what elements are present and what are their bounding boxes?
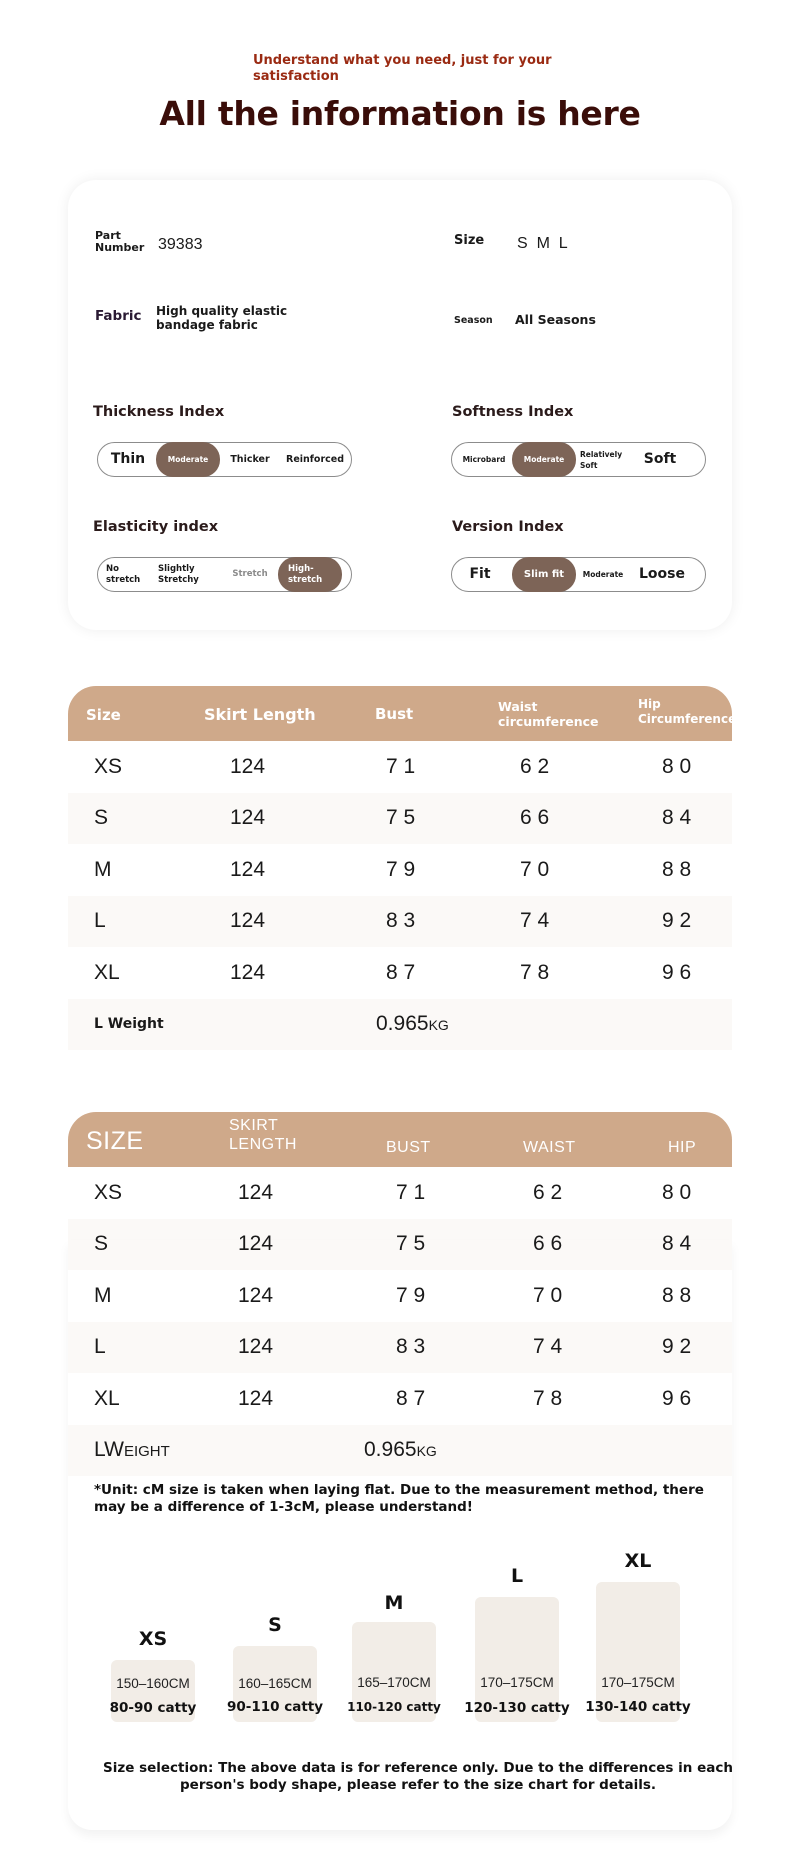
table2-cell: 7 1: [396, 1180, 426, 1204]
version-index-bar: [451, 557, 706, 592]
table2-cell: L: [94, 1335, 106, 1359]
table2-header: [68, 1112, 732, 1167]
table1-cell: 7 9: [386, 857, 416, 881]
table1-header-bust: Bust: [375, 705, 414, 723]
table2-cell: S: [94, 1232, 109, 1256]
table1-cell: 8 7: [386, 960, 416, 984]
table1-header-size: Size: [86, 706, 121, 724]
table1-cell: 9 6: [662, 960, 692, 984]
size-guide-m-letter: M: [384, 1592, 404, 1614]
table2-cell: 8 0: [662, 1180, 692, 1204]
size-label: Size: [454, 233, 485, 248]
softness-option-relatively-soft[interactable]: Relatively Soft: [580, 449, 623, 470]
size-table-1: [68, 686, 737, 1050]
elasticity-option-no-stretch[interactable]: No stretch: [106, 563, 141, 585]
size-selection-note: Size selection: The above data is for reference only. Due to the differences in each person's body shape, please refer to the size chart for details.: [103, 1760, 733, 1793]
table2-cell: 124: [238, 1283, 274, 1307]
season-label: Season: [454, 315, 493, 326]
unit-note: *Unit: cM size is taken when laying flat. Due to the measurement method, there may be a difference of 1-3cM, please understand!: [94, 1482, 704, 1515]
table1-cell: 9 2: [662, 909, 692, 933]
table2-header-size: SIZE: [86, 1127, 144, 1155]
part-number-value: 39383: [158, 236, 203, 253]
softness-index-title: Softness Index: [452, 404, 574, 420]
table2-cell: 6 2: [533, 1180, 563, 1204]
table1-cell: 124: [230, 857, 266, 881]
size-guide-m-weight: 110-120 catty: [347, 1700, 441, 1714]
version-option-fit[interactable]: Fit: [469, 566, 491, 582]
table1-cell: M: [94, 857, 112, 881]
table2-cell: 124: [238, 1180, 274, 1204]
table1-cell: 8 0: [662, 754, 692, 778]
table2-weight-unit: KG: [416, 1443, 437, 1459]
table1-cell: 8 3: [386, 909, 416, 933]
size-guide-xs-letter: XS: [138, 1628, 168, 1650]
size-guide-s-weight: 90-110 catty: [226, 1699, 324, 1715]
table2-cell: 124: [238, 1232, 274, 1256]
version-index-title: Version Index: [452, 519, 564, 535]
version-option-moderate[interactable]: Moderate: [582, 570, 624, 579]
table1-row: [68, 947, 732, 999]
table2-cell: 8 4: [662, 1232, 692, 1256]
table1-header-hip: Hip Circumference: [638, 697, 737, 726]
intro-subtitle: Understand what you need, just for your satisfaction: [253, 53, 552, 84]
table2-cell: 124: [238, 1335, 274, 1359]
table1-header-waist: Waist circumference: [498, 699, 599, 729]
table1-weight-row: [68, 999, 732, 1050]
elasticity-index-title: Elasticity index: [93, 519, 219, 535]
table2-cell: 7 0: [533, 1283, 563, 1307]
version-option-slim-fit[interactable]: Slim fit: [512, 557, 576, 592]
size-guide-xs-weight: 80-90 catty: [109, 1700, 197, 1716]
version-option-loose[interactable]: Loose: [639, 566, 685, 582]
table1-cell: S: [94, 806, 109, 830]
elasticity-index-bar: [97, 557, 352, 592]
size-guide-s-height: 160–165CM: [238, 1676, 312, 1691]
table2-header-hip: HIP: [668, 1139, 697, 1156]
table2-cell: 7 5: [396, 1232, 426, 1256]
table1-cell: 124: [230, 754, 266, 778]
table1-cell: 8 4: [662, 806, 692, 830]
table1-row: [68, 844, 732, 896]
table2-row: [68, 1219, 732, 1271]
table1-cell: 6 6: [520, 806, 550, 830]
table1-header-skirt-length: Skirt Length: [204, 705, 316, 724]
elasticity-option-slightly-stretchy[interactable]: Slightly Stretchy: [158, 563, 199, 585]
part-number-label: Part Number: [95, 229, 145, 254]
size-guide-xl-height: 170–175CM: [601, 1675, 675, 1690]
softness-index-bar: [451, 442, 706, 477]
table1-weight-number: 0.965: [376, 1012, 429, 1035]
table2-header-bust: BUST: [386, 1139, 431, 1156]
page-title: All the information is here: [159, 94, 641, 133]
table2-cell: 8 7: [396, 1386, 426, 1410]
elasticity-option-stretch[interactable]: Stretch: [232, 569, 268, 579]
table2-weight-label-small: EIGHT: [123, 1443, 170, 1460]
table1-row: [68, 741, 732, 793]
thickness-option-moderate[interactable]: Moderate: [156, 442, 220, 477]
table1-cell: 7 4: [520, 909, 550, 933]
table1-cell: 8 8: [662, 857, 692, 881]
softness-option-soft[interactable]: Soft: [643, 451, 677, 467]
thickness-option-thin[interactable]: Thin: [110, 451, 146, 467]
fabric-value: High quality elastic bandage fabric: [156, 304, 288, 332]
table2-cell: M: [94, 1283, 112, 1307]
table1-cell: 7 5: [386, 806, 416, 830]
thickness-index-title: Thickness Index: [93, 404, 225, 420]
size-guide-l-weight: 120-130 catty: [464, 1700, 570, 1716]
season-value: All Seasons: [515, 312, 596, 327]
table2-cell: 7 9: [396, 1283, 426, 1307]
table1-cell: 124: [230, 806, 266, 830]
size-guide-xs-height: 150–160CM: [116, 1676, 190, 1691]
table2-cell: 6 6: [533, 1232, 563, 1256]
table2-cell: XL: [94, 1386, 120, 1410]
table2-header-skirt-length: SKIRT LENGTH: [229, 1117, 297, 1153]
elasticity-option-high-stretch[interactable]: High-stretch: [278, 557, 342, 592]
table2-weight-number: 0.965: [364, 1438, 417, 1461]
size-guide-xl-weight: 130-140 catty: [585, 1699, 691, 1715]
table2-row: [68, 1373, 732, 1425]
softness-option-moderate[interactable]: Moderate: [512, 442, 576, 477]
table1-cell: 7 1: [386, 754, 416, 778]
softness-option-microbard[interactable]: Microbard: [462, 455, 506, 464]
table2-cell: 7 8: [533, 1386, 563, 1410]
product-info-card: [68, 180, 732, 630]
table1-cell: 7 8: [520, 960, 550, 984]
table2-weight-value: [364, 1438, 437, 1462]
table2-cell: 9 6: [662, 1386, 692, 1410]
table2-header-waist: WAIST: [523, 1139, 576, 1156]
fabric-label: Fabric: [95, 308, 142, 324]
size-guide-xl-letter: XL: [624, 1550, 652, 1572]
table1-row: [68, 896, 732, 948]
thickness-option-reinforced[interactable]: Reinforced: [286, 454, 344, 465]
table2-weight-label-big: LW: [94, 1438, 124, 1461]
table1-cell: L: [94, 909, 106, 933]
table2-weight-label: [94, 1438, 170, 1462]
table2-row: [68, 1270, 732, 1322]
size-guide-m-height: 165–170CM: [357, 1675, 431, 1690]
thickness-option-thicker[interactable]: Thicker: [230, 454, 270, 465]
table2-cell: XS: [94, 1180, 123, 1204]
table2-row: [68, 1167, 732, 1219]
table2-cell: 8 3: [396, 1335, 426, 1359]
table2-cell: 8 8: [662, 1283, 692, 1307]
table1-header: [68, 686, 737, 741]
thickness-index-bar: [97, 442, 352, 477]
table2-cell: 7 4: [533, 1335, 563, 1359]
table1-cell: 7 0: [520, 857, 550, 881]
table2-row: [68, 1322, 732, 1374]
table1-weight-unit: KG: [428, 1017, 449, 1033]
size-guide-s-letter: S: [268, 1614, 282, 1636]
table1-cell: 6 2: [520, 754, 550, 778]
table1-weight-value: [376, 1012, 449, 1036]
table2-cell: 9 2: [662, 1335, 692, 1359]
table2-weight-row: [68, 1425, 732, 1476]
table1-cell: 124: [230, 960, 266, 984]
table1-cell: XL: [94, 960, 120, 984]
table1-cell: XS: [94, 754, 123, 778]
table1-row: [68, 793, 732, 845]
table2-cell: 124: [238, 1386, 274, 1410]
size-table-2: [68, 1112, 732, 1476]
size-guide-l-height: 170–175CM: [480, 1675, 554, 1690]
size-value: S M L: [517, 235, 568, 252]
table1-weight-label: L Weight: [94, 1016, 164, 1032]
table1-cell: 124: [230, 909, 266, 933]
size-guide-l-letter: L: [510, 1565, 524, 1587]
